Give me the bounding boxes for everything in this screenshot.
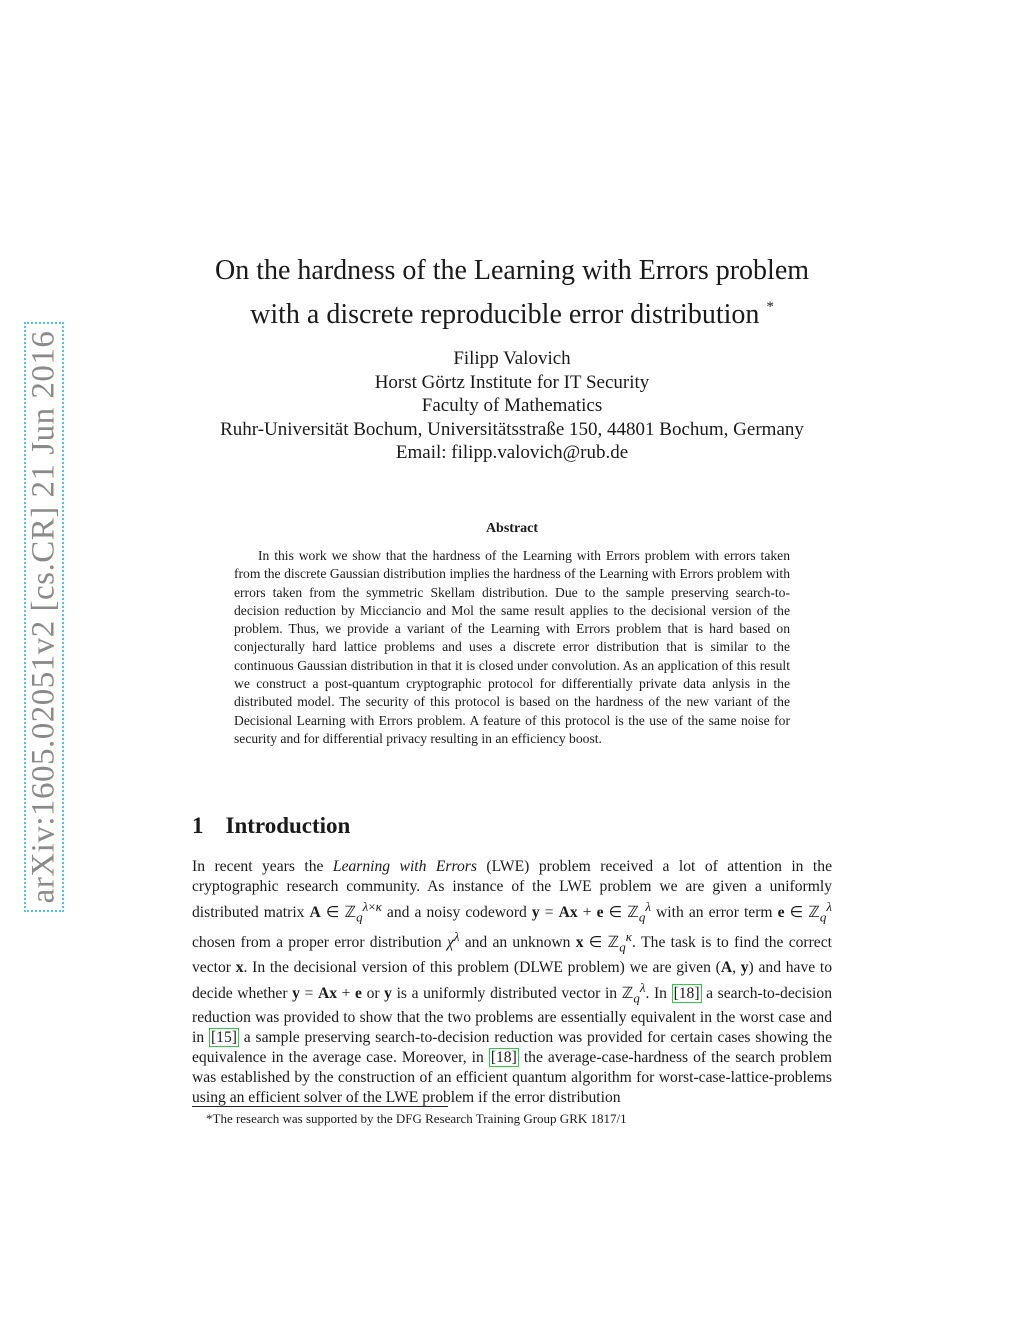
arxiv-stamp: [24, 322, 64, 912]
citation-link-18[interactable]: [18]: [673, 984, 700, 1002]
author-block: [150, 347, 874, 465]
citation-link-18[interactable]: [18]: [490, 1048, 517, 1066]
abstract-heading: Abstract: [485, 521, 539, 536]
section-heading: [192, 813, 350, 839]
footnote-divider: [192, 1106, 448, 1107]
title-line-2: with a discrete reproducible error distribution: [250, 299, 760, 330]
abstract-text: In this work we show that the hardness of the Learning with Errors problem with errors taken from the discrete Gaussian distribution implies the hardness of the Learning with Errors problem with errors taken from the symmetric Skellam distribution. Due to the sample preserving search-to-decision reduction by Micciancio and Mol the same result applies to the decisional version of the problem. Thus, we provide a variant of the Learning with Errors problem that is hard based on conjecturally hard lattice problems and uses a discrete error distribution that is similar to the continuous Gaussian distribution in that it is closed under convolution. As an application of this result we construct a post-quantum cryptographic protocol for differentially private data anlysis in the distributed model. The security of this protocol is based on the hardness of the new variant of the Decisional Learning with Errors problem. A feature of this protocol is the use of the same noise for security and for differential privacy resulting in an efficiency boost.: [234, 548, 790, 746]
author-email: Email: filipp.valovich@rub.de: [395, 442, 629, 463]
author-address: Ruhr-Universität Bochum, Universitätsstraße 150, 44801 Bochum, Germany: [220, 418, 804, 440]
author-institute: Horst Görtz Institute for IT Security: [374, 371, 650, 393]
footnote: *The research was supported by the DFG Research Training Group GRK 1817/1: [206, 1111, 627, 1126]
title-line-1: On the hardness of the Learning with Errors problem: [214, 255, 810, 286]
author-faculty: Faculty of Mathematics: [421, 395, 603, 416]
arxiv-identifier: arXiv:1605.02051v2 [cs.CR] 21 Jun 2016: [25, 330, 62, 904]
paper-title: [150, 252, 874, 333]
lwe-term: Learning with Errors: [332, 858, 477, 875]
citation-link-15[interactable]: [15]: [210, 1028, 237, 1046]
intro-paragraph: In recent years the Learning with Errors (LWE) problem received a lot of attention in the cryptographic research community. As instance of the LWE problem we are given a uniformly distributed matrix A ∈ ℤ$_q^{\lambda\times\kappa}$ and a noisy codeword y = Ax + e ∈ ℤ$_q^\lambda$ with an error term e ∈ ℤ$_q^\lambda$ chosen from a proper error distribution $\chi^\lambda$ and an unknown x ∈ ℤ$_q^\kappa$. The task is to find the correct vector x. In the decisional version of this problem (DLWE problem) we are given (A, y) and have to decide whether y = Ax + e or y is a uniformly distributed vector in ℤ$_q^\lambda$. In [18] a search-to-decision reduction was provided to show that the two problems are essentially equivalent in the worst case and in [15] a sample preserving search-to-decision reduction was provided for certain cases showing the equivalence in the average case. Moreover, in [18] the average-case-hardness of the search problem was established by the construction of an efficient quantum algorithm for worst-case-lattice-problems using an efficient solver of the LWE problem if the error distribution: [192, 858, 833, 1106]
title-footnote-mark: *: [766, 299, 774, 315]
section-title-text: Introduction: [225, 813, 351, 838]
author-name: Filipp Valovich: [453, 348, 571, 369]
section-number: 1: [192, 813, 204, 838]
